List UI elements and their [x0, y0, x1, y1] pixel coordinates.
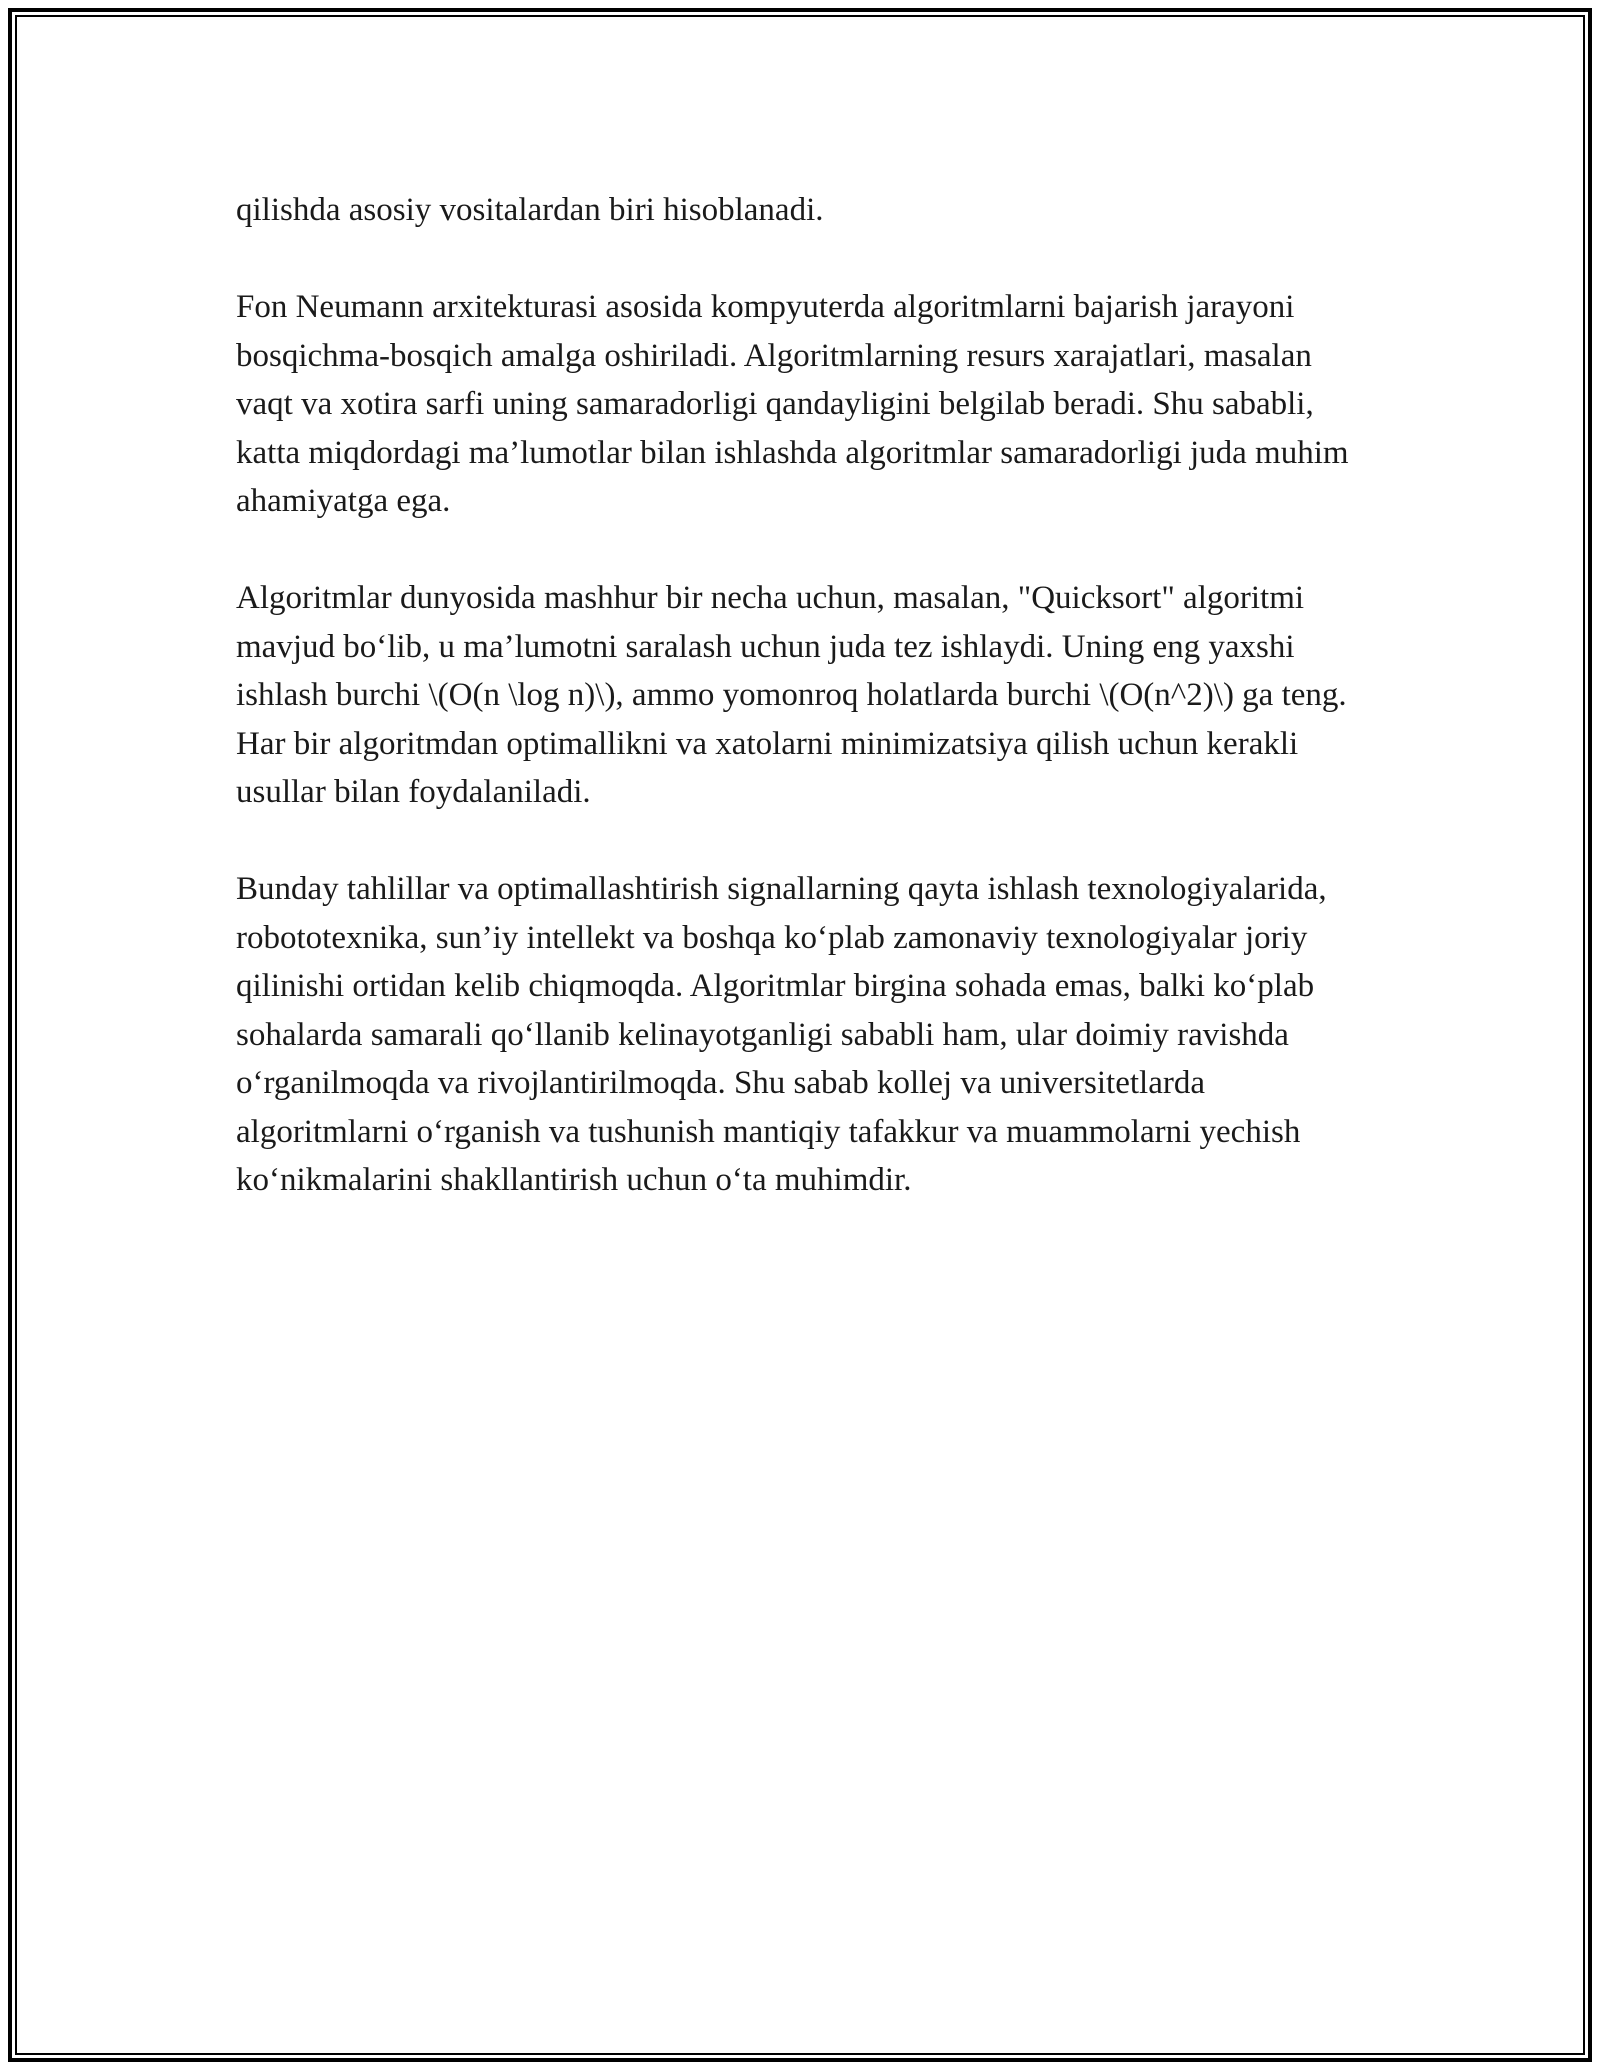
paragraph-1: qilishda asosiy vositalardan biri hisoblanadi.: [236, 192, 824, 228]
paragraph-4: Bunday tahlillar va optimallashtirish signallarning qayta ishlash texnologiyalarida, robototexnika, sun’iy intellekt va boshqa ko‘plab zamonaviy texnologiyalar joriy qilinishi ortidan kelib chiqmoqda. Algoritmlar birgina sohada emas, balki ko‘plab sohalarda samarali qo‘llanib kelinayotganligi sababli ham, ular doimiy ravishda o‘rganilmoqda va rivojlantirilmoqda. Shu sabab kollej va universitetlarda algoritmlarni o‘rganish va tushunish mantiqiy tafakkur va muammolarni yechish ko‘nikmalarini shakllantirish uchun o‘ta muhimdir.: [236, 871, 1327, 1198]
paragraph-2: Fon Neumann arxitekturasi asosida kompyuterda algoritmlarni bajarish jarayoni bosqichma-bosqich amalga oshiriladi. Algoritmlarning resurs xarajatlari, masalan vaqt va xotira sarfi uning samaradorligi qandayligini belgilab beradi. Shu sababli, katta miqdordagi ma’lumotlar bilan ishlashda algoritmlar samaradorligi juda muhim ahamiyatga ega.: [236, 289, 1349, 519]
paragraph-3: Algoritmlar dunyosida mashhur bir necha uchun, masalan, "Quicksort" algoritmi mavjud bo‘lib, u ma’lumotni saralash uchun juda tez ishlaydi. Uning eng yaxshi ishlash burchi \(O(n \log n)\), ammo yomonroq holatlarda burchi \(O(n^2)\) ga teng. Har bir algoritmdan optimallikni va xatolarni minimizatsiya qilish uchun kerakli usullar bilan foydalaniladi.: [236, 580, 1347, 810]
document-body: [236, 186, 1376, 1253]
